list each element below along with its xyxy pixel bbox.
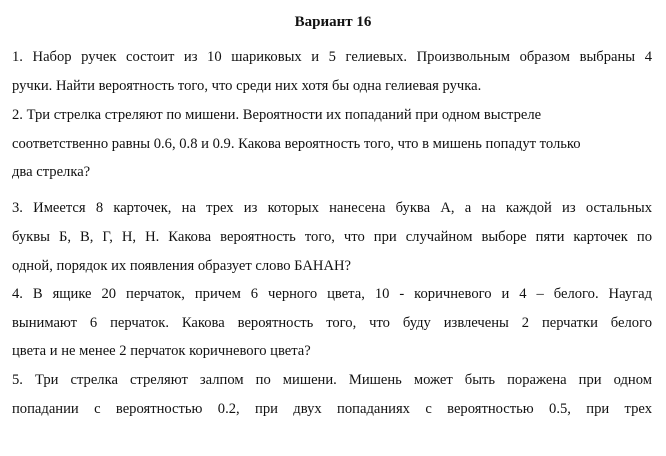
page-title: Вариант 16 <box>294 14 372 30</box>
text-line: буквы Б, В, Г, Н, Н. Какова вероятность того, что при случайном выборе пяти карточек по <box>12 229 652 245</box>
text-line: вынимают 6 перчаток. Какова вероятность того, что буду извлечены 2 перчатки белого <box>12 315 652 331</box>
text-line: 3. Имеется 8 карточек, на трех из которых нанесена буква А, а на каждой из остальных <box>12 200 652 216</box>
text-line: попадании с вероятностью 0.2, при двух попаданиях с вероятностью 0.5, при трех <box>12 401 652 417</box>
text-line: соответственно равны 0.6, 0.8 и 0.9. Какова вероятность того, что в мишень попадут только <box>12 136 581 152</box>
text-line: одной, порядок их появления образует слово БАНАН? <box>12 258 352 274</box>
text-line: цвета и не менее 2 перчаток коричневого цвета? <box>12 343 311 359</box>
text-line: 4. В ящике 20 перчаток, причем 6 черного цвета, 10 - коричневого и 4 – белого. Наугад <box>12 286 652 302</box>
text-line: 5. Три стрелка стреляют залпом по мишени. Мишень может быть поражена при одном <box>12 372 652 388</box>
text-line: 2. Три стрелка стреляют по мишени. Вероятности их попаданий при одном выстреле <box>12 107 542 123</box>
text-line: ручки. Найти вероятность того, что среди них хотя бы одна гелиевая ручка. <box>12 78 482 94</box>
text-line: 1. Набор ручек состоит из 10 шариковых и 5 гелиевых. Произвольным образом выбраны 4 <box>12 49 652 65</box>
text-line: два стрелка? <box>12 164 91 180</box>
